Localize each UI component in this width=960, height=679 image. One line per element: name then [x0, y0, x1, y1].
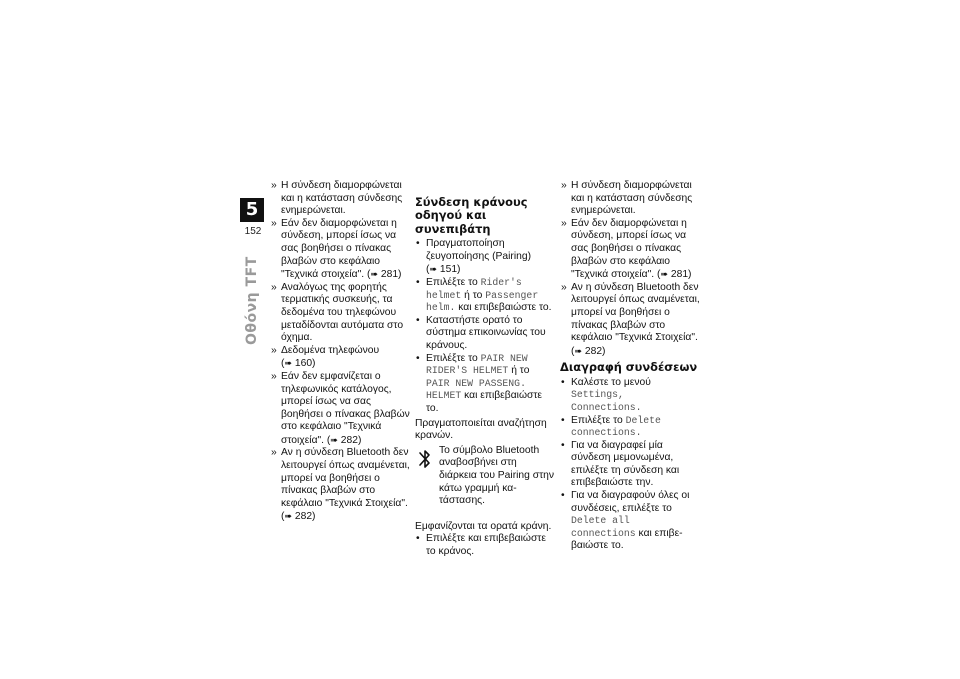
result-marker: »: [271, 217, 277, 229]
step-item: • Καταστήστε ορατό το σύστημα επικοινωνίας του κράνους.: [416, 314, 546, 351]
bullet-marker: •: [416, 352, 420, 364]
result-item: » Δεδομένα τηλεφώνου (➠ 160): [271, 344, 380, 370]
reference-arrow-icon: ➠: [429, 264, 437, 275]
result-item: » Η σύνδεση διαμορφώνεται και η κατάσταση σύνδεσης ενημερώνεται.: [271, 180, 403, 217]
bluetooth-icon: [417, 446, 433, 472]
page-reference: (➠ 281): [657, 269, 692, 281]
result-marker: »: [561, 180, 567, 191]
page-reference: (➠ 151): [426, 264, 461, 276]
section-heading-delete-connections: Διαγραφή συνδέσεων: [560, 360, 698, 375]
bullet-marker: •: [561, 439, 565, 451]
menu-code: Rider's helmet: [426, 277, 522, 301]
step-item: • Επιλέξτε το Rider's helmet ή το Passenger helm. και επιβεβαιώστε το.: [416, 277, 552, 314]
reference-arrow-icon: ➠: [284, 358, 292, 369]
reference-arrow-icon: ➠: [370, 269, 378, 280]
bullet-marker: •: [416, 314, 420, 326]
result-marker: »: [271, 370, 277, 382]
reference-arrow-icon: ➠: [284, 511, 292, 522]
column-2: [415, 196, 555, 558]
reference-arrow-icon: ➠: [330, 434, 338, 445]
reference-arrow-icon: ➠: [574, 345, 582, 356]
section-heading-helmet-connection: Σύνδεση κράνους οδηγού και συνεπιβάτη: [415, 195, 528, 236]
page-reference: (➠ 282): [571, 345, 606, 357]
result-item: » Εάν δεν εμφανίζεται ο τηλεφωνικός κατάλογος, μπορεί ίσως να σας βοηθήσει ο πίνακας βλαβών στο κεφάλαιο "Τεχνικά στοιχεία". (➠ 282): [271, 370, 410, 446]
result-item: » Η σύνδεση διαμορφώνεται και η κατάσταση σύνδεσης ενημερώνεται.: [561, 180, 693, 217]
bullet-marker: •: [561, 414, 565, 426]
menu-code: Delete connections.: [571, 414, 661, 439]
page-reference: (➠ 282): [326, 434, 362, 446]
result-marker: »: [271, 281, 277, 293]
step-item: • Πραγματοποίηση ζευγοποίησης (Pairing) (➠ 151): [416, 238, 532, 276]
result-marker: »: [271, 344, 277, 356]
result-item: » Αν η σύνδεση Bluetooth δεν λειτουργεί όπως αναμένεται, μπορεί να βοηθήσει ο πίνακας βλαβών στο κεφάλαιο "Τεχνικά Στοιχεία". (➠ 282): [561, 281, 700, 357]
menu-code: Delete all connections: [571, 515, 636, 539]
column-1: [270, 180, 410, 524]
step-item: • Επιλέξτε το PAIR NEW RIDER'S HELMET ή το PAIR NEW PASSENG. HELMET και επιβεβαιώστε το.: [416, 352, 542, 414]
bullet-marker: •: [416, 277, 420, 288]
result-item: » Εάν δεν διαμορφώνεται η σύνδεση, μπορεί ίσως να σας βοηθήσει ο πίνακας βλαβών στο κεφάλαιο "Τεχνικά στοιχεία". (➠ 281): [561, 217, 692, 281]
menu-code: Passenger helm.: [426, 289, 539, 314]
step-item: • Επιλέξτε και επιβεβαιώστε το κράνος.: [416, 533, 546, 557]
page-number: 152: [244, 226, 262, 237]
page-reference: (➠ 160): [281, 358, 316, 370]
menu-code: Settings, Connections.: [571, 389, 642, 413]
page-reference: (➠ 282): [281, 511, 316, 523]
column-3: [560, 180, 700, 553]
menu-code: PAIR NEW RIDER'S HELMET: [426, 352, 528, 377]
step-item: • Για να διαγραφούν όλες οι συνδέσεις, επιλέξτε το Delete all connections και επιβεβαιώστε το.: [561, 490, 690, 552]
step-item: • Καλέστε το μενού Settings, Connections.: [561, 376, 651, 413]
reference-arrow-icon: ➠: [660, 269, 668, 280]
result-item: » Εάν δεν διαμορφώνεται η σύνδεση, μπορεί ίσως να σας βοηθήσει ο πίνακας βλαβών στο κεφάλαιο "Τεχνικά στοιχεία". (➠ 281): [271, 217, 402, 281]
bullet-marker: •: [561, 490, 565, 502]
paragraph: Πραγματοποιείται αναζήτηση κρανών.: [415, 417, 547, 442]
chapter-number: 5: [240, 198, 264, 222]
chapter-title: Οθόνη TFT: [244, 256, 260, 345]
result-marker: »: [561, 217, 567, 229]
result-marker: »: [561, 281, 567, 293]
result-marker: »: [271, 447, 277, 459]
note-block: Το σύμβολο Bluetooth αναβοσβήνει στη διάρκεια του Pairing στην κάτω γραμμή κατάστασης.: [415, 445, 555, 508]
bullet-marker: •: [416, 533, 420, 545]
result-item: » Αναλόγως της φορητής τερματικής συσκευής, τα δεδομένα του τηλεφώνου μεταδίδονται αυτόματα στο όχημα.: [271, 281, 404, 344]
bullet-marker: •: [416, 238, 420, 250]
step-item: • Επιλέξτε το Delete connections.: [561, 414, 661, 439]
result-item: » Αν η σύνδεση Bluetooth δεν λειτουργεί όπως αναμένεται, μπορεί να βοηθήσει ο πίνακας βλαβών στο κεφάλαιο "Τεχνικά Στοιχεία". (➠ 282): [271, 447, 410, 523]
bullet-marker: •: [561, 376, 565, 388]
menu-code: PAIR NEW PASSENG. HELMET: [426, 377, 526, 402]
paragraph: Εμφανίζονται τα ορατά κράνη.: [415, 520, 552, 532]
page-reference: (➠ 281): [367, 269, 402, 281]
result-marker: »: [271, 180, 277, 191]
step-item: • Για να διαγραφεί μία σύνδεση μεμονωμένα, επιλέξτε τη σύνδεση και επιβεβαιώστε την.: [561, 439, 680, 489]
